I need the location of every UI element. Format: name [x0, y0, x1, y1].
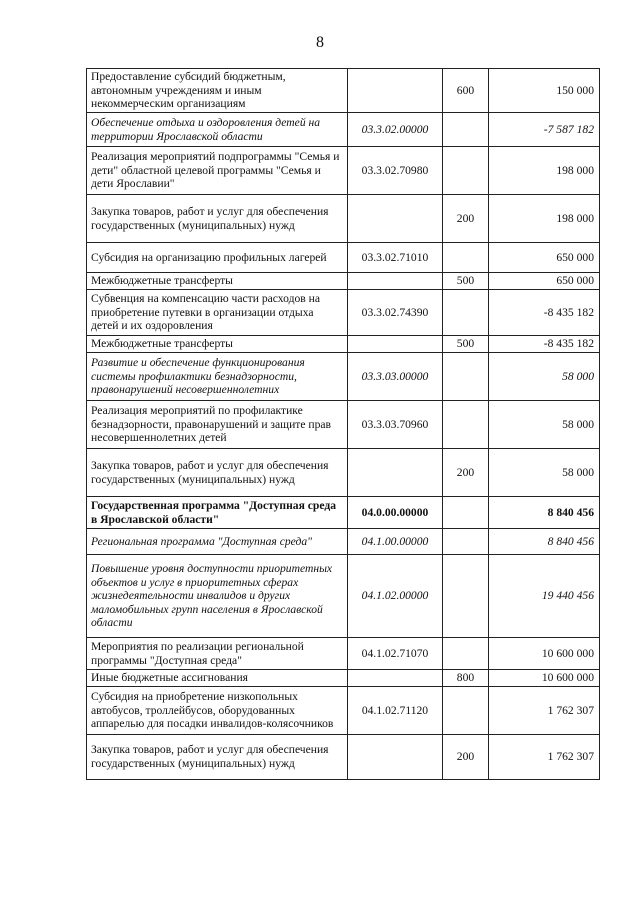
row-name-cell: Межбюджетные трансферты	[87, 273, 348, 290]
row-amount-cell: -8 435 182	[489, 290, 600, 336]
row-amount-cell: 58 000	[489, 401, 600, 449]
row-code-cell	[348, 670, 443, 687]
row-code-cell	[348, 273, 443, 290]
row-code-cell	[348, 336, 443, 353]
row-expense-type-cell	[443, 638, 489, 670]
row-code-cell	[348, 69, 443, 113]
row-expense-type-cell	[443, 290, 489, 336]
table-row	[87, 195, 600, 243]
row-name-cell: Субсидия на организацию профильных лагерей	[87, 243, 348, 273]
table-row	[87, 290, 600, 336]
row-expense-type-cell: 200	[443, 195, 489, 243]
table-row	[87, 449, 600, 497]
row-name-cell: Субсидия на приобретение низкопольных автобусов, троллейбусов, оборудованных аппарелью для посадки инвалидов-колясочников	[87, 687, 348, 735]
row-expense-type-cell: 800	[443, 670, 489, 687]
table-row	[87, 69, 600, 113]
row-name-cell: Развитие и обеспечение функционирования системы профилактики безнадзорности, правонарушений несовершеннолетних	[87, 353, 348, 401]
row-amount-cell: 150 000	[489, 69, 600, 113]
row-code-cell: 04.0.00.00000	[348, 497, 443, 529]
row-code-cell: 04.1.02.00000	[348, 555, 443, 638]
row-name-cell: Мероприятия по реализации региональной программы "Доступная среда"	[87, 638, 348, 670]
row-name-cell: Межбюджетные трансферты	[87, 336, 348, 353]
row-expense-type-cell	[443, 401, 489, 449]
row-name-cell: Предоставление субсидий бюджетным, автономным учреждениям и иным некоммерческим организациям	[87, 69, 348, 113]
row-amount-cell: 10 600 000	[489, 638, 600, 670]
row-code-cell: 03.3.02.71010	[348, 243, 443, 273]
row-name-cell: Государственная программа "Доступная среда в Ярославской области"	[87, 497, 348, 529]
row-amount-cell: -7 587 182	[489, 113, 600, 147]
row-amount-cell: 198 000	[489, 195, 600, 243]
table-row	[87, 735, 600, 780]
row-name-cell: Региональная программа "Доступная среда"	[87, 529, 348, 555]
row-amount-cell: 10 600 000	[489, 670, 600, 687]
table-row	[87, 638, 600, 670]
row-code-cell: 03.3.02.70980	[348, 147, 443, 195]
row-expense-type-cell: 500	[443, 336, 489, 353]
row-code-cell: 03.3.02.00000	[348, 113, 443, 147]
row-code-cell: 04.1.02.71070	[348, 638, 443, 670]
table-row	[87, 113, 600, 147]
row-amount-cell: 8 840 456	[489, 497, 600, 529]
row-amount-cell: 1 762 307	[489, 687, 600, 735]
row-expense-type-cell: 600	[443, 69, 489, 113]
row-expense-type-cell: 200	[443, 449, 489, 497]
row-name-cell: Закупка товаров, работ и услуг для обеспечения государственных (муниципальных) нужд	[87, 195, 348, 243]
table-row	[87, 497, 600, 529]
table-row	[87, 353, 600, 401]
row-amount-cell: 650 000	[489, 243, 600, 273]
row-code-cell	[348, 449, 443, 497]
row-expense-type-cell: 200	[443, 735, 489, 780]
row-name-cell: Реализация мероприятий по профилактике безнадзорности, правонарушений и защите прав несовершеннолетних детей	[87, 401, 348, 449]
row-expense-type-cell	[443, 147, 489, 195]
row-amount-cell: 58 000	[489, 353, 600, 401]
row-name-cell: Иные бюджетные ассигнования	[87, 670, 348, 687]
table-row	[87, 529, 600, 555]
row-code-cell: 03.3.03.00000	[348, 353, 443, 401]
table-row	[87, 147, 600, 195]
row-amount-cell: 8 840 456	[489, 529, 600, 555]
row-expense-type-cell	[443, 687, 489, 735]
row-amount-cell: 1 762 307	[489, 735, 600, 780]
row-amount-cell: 198 000	[489, 147, 600, 195]
row-code-cell	[348, 195, 443, 243]
row-expense-type-cell	[443, 113, 489, 147]
row-name-cell: Повышение уровня доступности приоритетных объектов и услуг в приоритетных сферах жизнедеятельности инвалидов и других маломобильных групп населения в Ярославской области	[87, 555, 348, 638]
row-expense-type-cell	[443, 529, 489, 555]
row-name-cell: Обеспечение отдыха и оздоровления детей на территории Ярославской области	[87, 113, 348, 147]
row-expense-type-cell	[443, 497, 489, 529]
row-name-cell: Закупка товаров, работ и услуг для обеспечения государственных (муниципальных) нужд	[87, 449, 348, 497]
row-expense-type-cell	[443, 243, 489, 273]
table-row	[87, 401, 600, 449]
budget-table	[86, 68, 600, 780]
table-row	[87, 687, 600, 735]
table-row	[87, 555, 600, 638]
table-row	[87, 273, 600, 290]
row-expense-type-cell	[443, 353, 489, 401]
table-row	[87, 336, 600, 353]
row-name-cell: Закупка товаров, работ и услуг для обеспечения государственных (муниципальных) нужд	[87, 735, 348, 780]
table-row	[87, 243, 600, 273]
row-name-cell: Реализация мероприятий подпрограммы "Семья и дети" областной целевой программы "Семья и дети Ярославии"	[87, 147, 348, 195]
budget-table-body	[87, 69, 600, 780]
row-amount-cell: -8 435 182	[489, 336, 600, 353]
row-amount-cell: 650 000	[489, 273, 600, 290]
row-code-cell: 03.3.02.74390	[348, 290, 443, 336]
row-amount-cell: 19 440 456	[489, 555, 600, 638]
row-code-cell: 04.1.00.00000	[348, 529, 443, 555]
table-row	[87, 670, 600, 687]
row-code-cell: 04.1.02.71120	[348, 687, 443, 735]
row-expense-type-cell	[443, 555, 489, 638]
row-code-cell: 03.3.03.70960	[348, 401, 443, 449]
row-expense-type-cell: 500	[443, 273, 489, 290]
row-code-cell	[348, 735, 443, 780]
page-number: 8	[316, 34, 324, 51]
row-amount-cell: 58 000	[489, 449, 600, 497]
row-name-cell: Субвенция на компенсацию части расходов на приобретение путевки в организации отдыха детей и их оздоровления	[87, 290, 348, 336]
